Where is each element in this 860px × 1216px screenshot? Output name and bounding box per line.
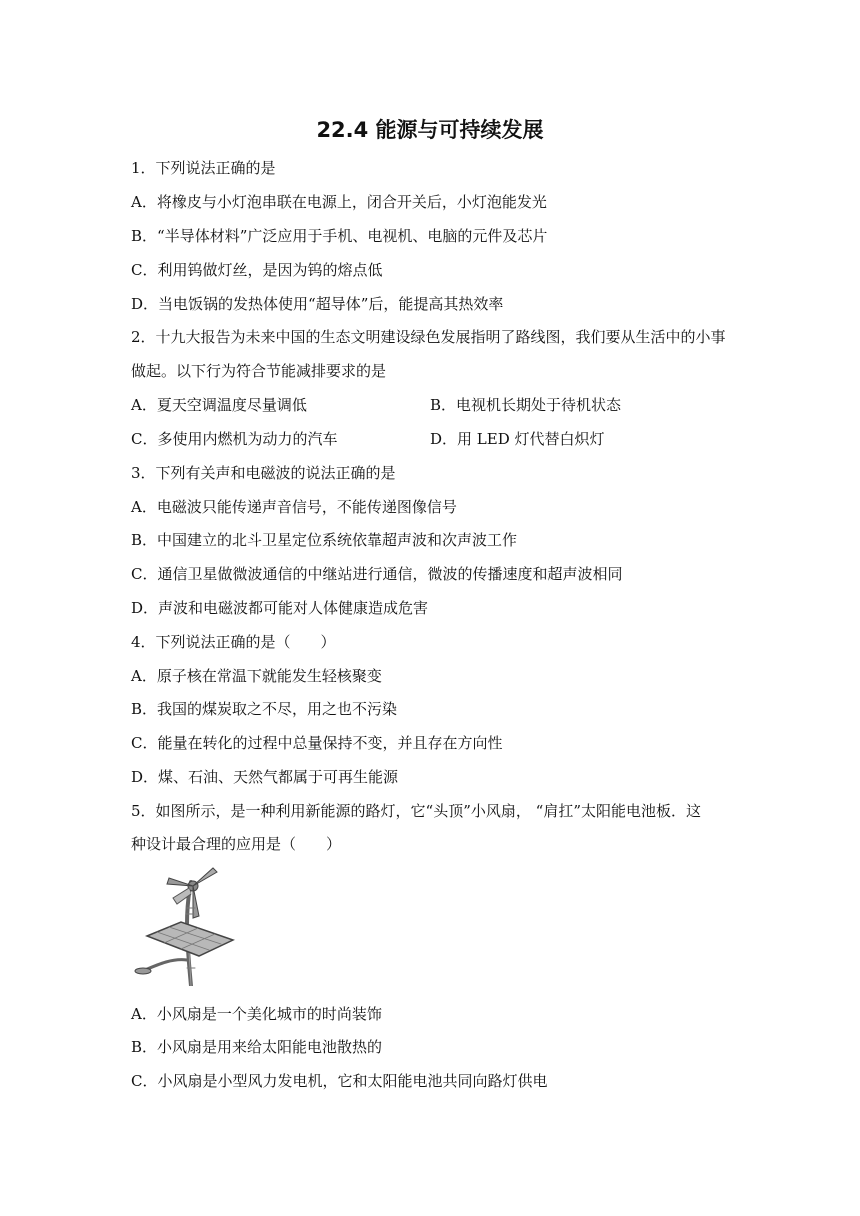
- question-2-option-b: B．电视机长期处于待机状态: [430, 396, 622, 414]
- question-5-stem-line1: 5．如图所示，是一种利用新能源的路灯，它“头顶”小风扇， “肩扛”太阳能电池板．这: [131, 802, 701, 820]
- question-3-option-c: C．通信卫星做微波通信的中继站进行通信，微波的传播速度和超声波相同: [131, 565, 623, 583]
- question-3-option-b: B．中国建立的北斗卫星定位系统依靠超声波和次声波工作: [131, 531, 518, 549]
- question-2-stem-line1: 2．十九大报告为未来中国的生态文明建设绿色发展指明了路线图，我们要从生活中的小事: [131, 328, 726, 346]
- question-1-option-a: A．将橡皮与小灯泡串联在电源上，闭合开关后，小灯泡能发光: [131, 193, 547, 211]
- question-5-stem-line2: 种设计最合理的应用是（ ）: [131, 835, 342, 853]
- question-1-stem: 1．下列说法正确的是: [131, 159, 276, 177]
- question-5-option-b: B．小风扇是用来给太阳能电池散热的: [131, 1038, 383, 1056]
- question-1-option-c: C．利用钨做灯丝，是因为钨的熔点低: [131, 261, 383, 279]
- question-2-option-a: A．夏天空调温度尽量调低: [131, 396, 307, 414]
- question-3-option-d: D．声波和电磁波都可能对人体健康造成危害: [131, 599, 429, 617]
- question-3-stem: 3．下列有关声和电磁波的说法正确的是: [131, 464, 396, 482]
- question-5-option-c: C．小风扇是小型风力发电机，它和太阳能电池共同向路灯供电: [131, 1072, 548, 1090]
- question-2-option-c: C．多使用内燃机为动力的汽车: [131, 430, 338, 448]
- question-1-option-d: D．当电饭锅的发热体使用“超导体”后，能提高其热效率: [131, 295, 504, 313]
- streetlight-drawing: [129, 864, 241, 986]
- question-2-option-d: D．用 LED 灯代替白炽灯: [430, 430, 605, 448]
- question-4-stem: 4．下列说法正确的是（ ）: [131, 633, 336, 651]
- page-title: 22.4 能源与可持续发展: [316, 118, 544, 142]
- question-5-option-a: A．小风扇是一个美化城市的时尚装饰: [131, 1005, 382, 1023]
- question-4-option-d: D．煤、石油、天然气都属于可再生能源: [131, 768, 399, 786]
- question-1-option-b: B．“半导体材料”广泛应用于手机、电视机、电脑的元件及芯片: [131, 227, 548, 245]
- question-4-option-c: C．能量在转化的过程中总量保持不变，并且存在方向性: [131, 734, 503, 752]
- question-4-option-b: B．我国的煤炭取之不尽，用之也不污染: [131, 700, 398, 718]
- question-2-stem-line2: 做起。以下行为符合节能减排要求的是: [131, 362, 387, 380]
- question-3-option-a: A．电磁波只能传递声音信号，不能传递图像信号: [131, 498, 457, 516]
- wind-solar-streetlight-icon: [129, 864, 241, 986]
- question-4-option-a: A．原子核在常温下就能发生轻核聚变: [131, 667, 382, 685]
